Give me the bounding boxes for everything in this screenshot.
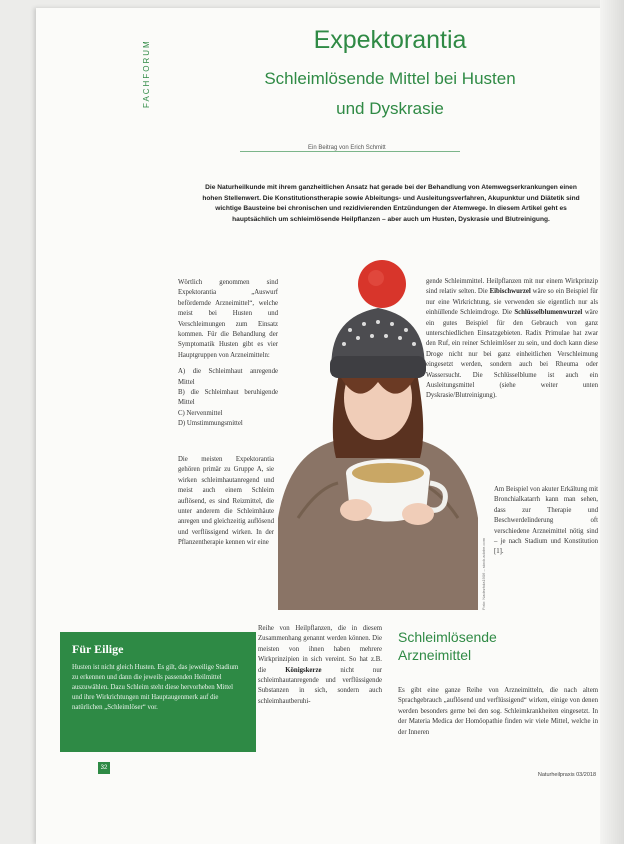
lead-paragraph: Die Naturheilkunde mit ihrem ganzheitlichen Ansatz hat gerade bei der Behandlung von Atemwegserkrankungen einen hohen Stellenwert. Die Konstitutionstherapie sowie Ableitungs- und Ausleitungsverfahren, Akupunktur und Diätetik sind wichtige Bausteine bei chronischen und rezidivierenden Entzündungen der Atemwege. In diesem Artikel geht es hauptsächlich um schleimlösende Heilpflanzen – aber auch um Husten, Dyskrasie und Blutreinigung.: [202, 184, 580, 223]
summary-box-title: Für Eilige: [72, 642, 124, 656]
section-heading: [398, 628, 598, 664]
list-item: B) die Schleimhaut beruhigende Mittel: [178, 389, 278, 407]
column-middle: [258, 624, 382, 707]
section-heading-line-2: Arzneimittel: [398, 647, 472, 663]
page-edge: [600, 0, 624, 844]
summary-box-text: Husten ist nicht gleich Husten. Es gilt, das jeweilige Stadium zu erkennen und dann die jeweils passenden Heilmittel auszuwählen. Dazu Schleim steht diese hervorheben Mittel und ihre Wirkrichtungen mit Hauptaugenmerk auf die natürlichen „Schleimlöser“ vor.: [72, 664, 239, 711]
section-body: Es gibt eine ganze Reihe von Arzneimitteln, die nach altem Sprachgebrauch „auflösend und verflüssigend“ wirken, einige von denen werden besonders gerne bei den sog. Schleimkrankheiten eingesetzt. In der Materia Medica der Homöopathie finden wir viele Mittel, welche in der Inneren: [398, 687, 598, 736]
byline-rule: [240, 151, 460, 152]
term-schluesselblumenwurzel: Schlüsselblumenwurzel: [514, 309, 583, 317]
column-left-continued: Die meisten Expektorantia gehören primär zu Gruppe A, sie wirken schleimhautanregend und meist auch einem Schleim auflösend, es sind Reizmittel, die unter anderem die Schleimhäute anregen und gleichzeitig auflösend und verflüssigend wirken. In der Pflanzentherapie kennen wir eine: [178, 456, 274, 547]
list-item: C) Nervenmittel: [178, 409, 223, 417]
right-text-1: gende Schleimmittel. Heilpflanzen mit nur einem Wirkprinzip sind relativ selten. Die: [426, 278, 598, 296]
right-text-3: wäre ein gutes Beispiel für den Gebrauch von ganz unterschiedlichen Einsatzgebieten. Radix Primulae hat zwar den Ruf, ein reiner Schleimlöser zu sein, und doch kann diese Droge nicht nur bei ganz einheitlichen Verschleimung eingesetzt werden, sondern auch bei Rheuma oder Wassersucht. Die Schlüsselblume ist auch ein Ausleitungsmittel (siehe weiter unten Dyskrasie/Blutreinigung).: [426, 309, 598, 400]
subtitle-line-2: und Dyskrasie: [336, 99, 444, 118]
intro-paragraph: Wörtlich genommen sind Expektorantia „Auswurf befördernde Arzneimittel“, welche meist bei Husten und Verschleimungen zum Einsatz kommen. Für die Behandlung der Symptomatik Husten gibt es vier Hauptgruppen von Arzneimitteln:: [178, 279, 278, 359]
remedy-group-list: [178, 367, 278, 429]
journal-footer: Naturheilpraxis 03/2018: [537, 772, 596, 778]
page-number: 32: [98, 762, 110, 774]
subtitle-line-1: Schleimlösende Mittel bei Husten: [264, 69, 516, 88]
right-text-2: wäre so ein Beispiel für nur eine Wirkrichtung, sie verwenden sie eigentlich nur als einhüllende Schleimdroge. Die: [426, 288, 599, 317]
column-right-lower: Am Beispiel von akuter Erkältung mit Bronchialkatarrh kann man sehen, dass zur Therapie und Beschwerdelinderung oft verschiedene Arzneimittel nötig sind – je nach Stadium und Konstitution [1].: [494, 486, 599, 556]
photo-credit: Foto: Nadezhda1906 – stock.adobe.com: [481, 537, 486, 610]
article-subtitle: [200, 64, 580, 124]
section-heading-line-1: Schleimlösende: [398, 629, 497, 645]
summary-box: [60, 632, 256, 752]
column-left: [178, 278, 278, 438]
term-eibischwurzel: Eibischwurzel: [489, 288, 531, 296]
section-label: FACHFORUM: [142, 39, 151, 108]
article-title: Expektorantia: [313, 26, 467, 54]
column-right: [426, 277, 598, 402]
list-item: A) die Schleimhaut anregende Mittel: [178, 368, 278, 386]
term-koenigskerze: Königskerze: [285, 666, 322, 674]
list-item: D) Umstimmungsmittel: [178, 420, 243, 428]
mid-text-1: Reihe von Heilpflanzen, die in diesem Zusammenhang genannt werden können. Die meisten von ihnen haben mehrere Wirkprinzipien in sich vereint. So hat z.B. die: [258, 625, 382, 674]
byline: Ein Beitrag von Erich Schmitt: [300, 145, 394, 151]
mid-text-2: nicht nur schleimhautanregende und verflüssigende Substanzen in sich, sondern auch schleimhautberuhi-: [258, 666, 382, 705]
